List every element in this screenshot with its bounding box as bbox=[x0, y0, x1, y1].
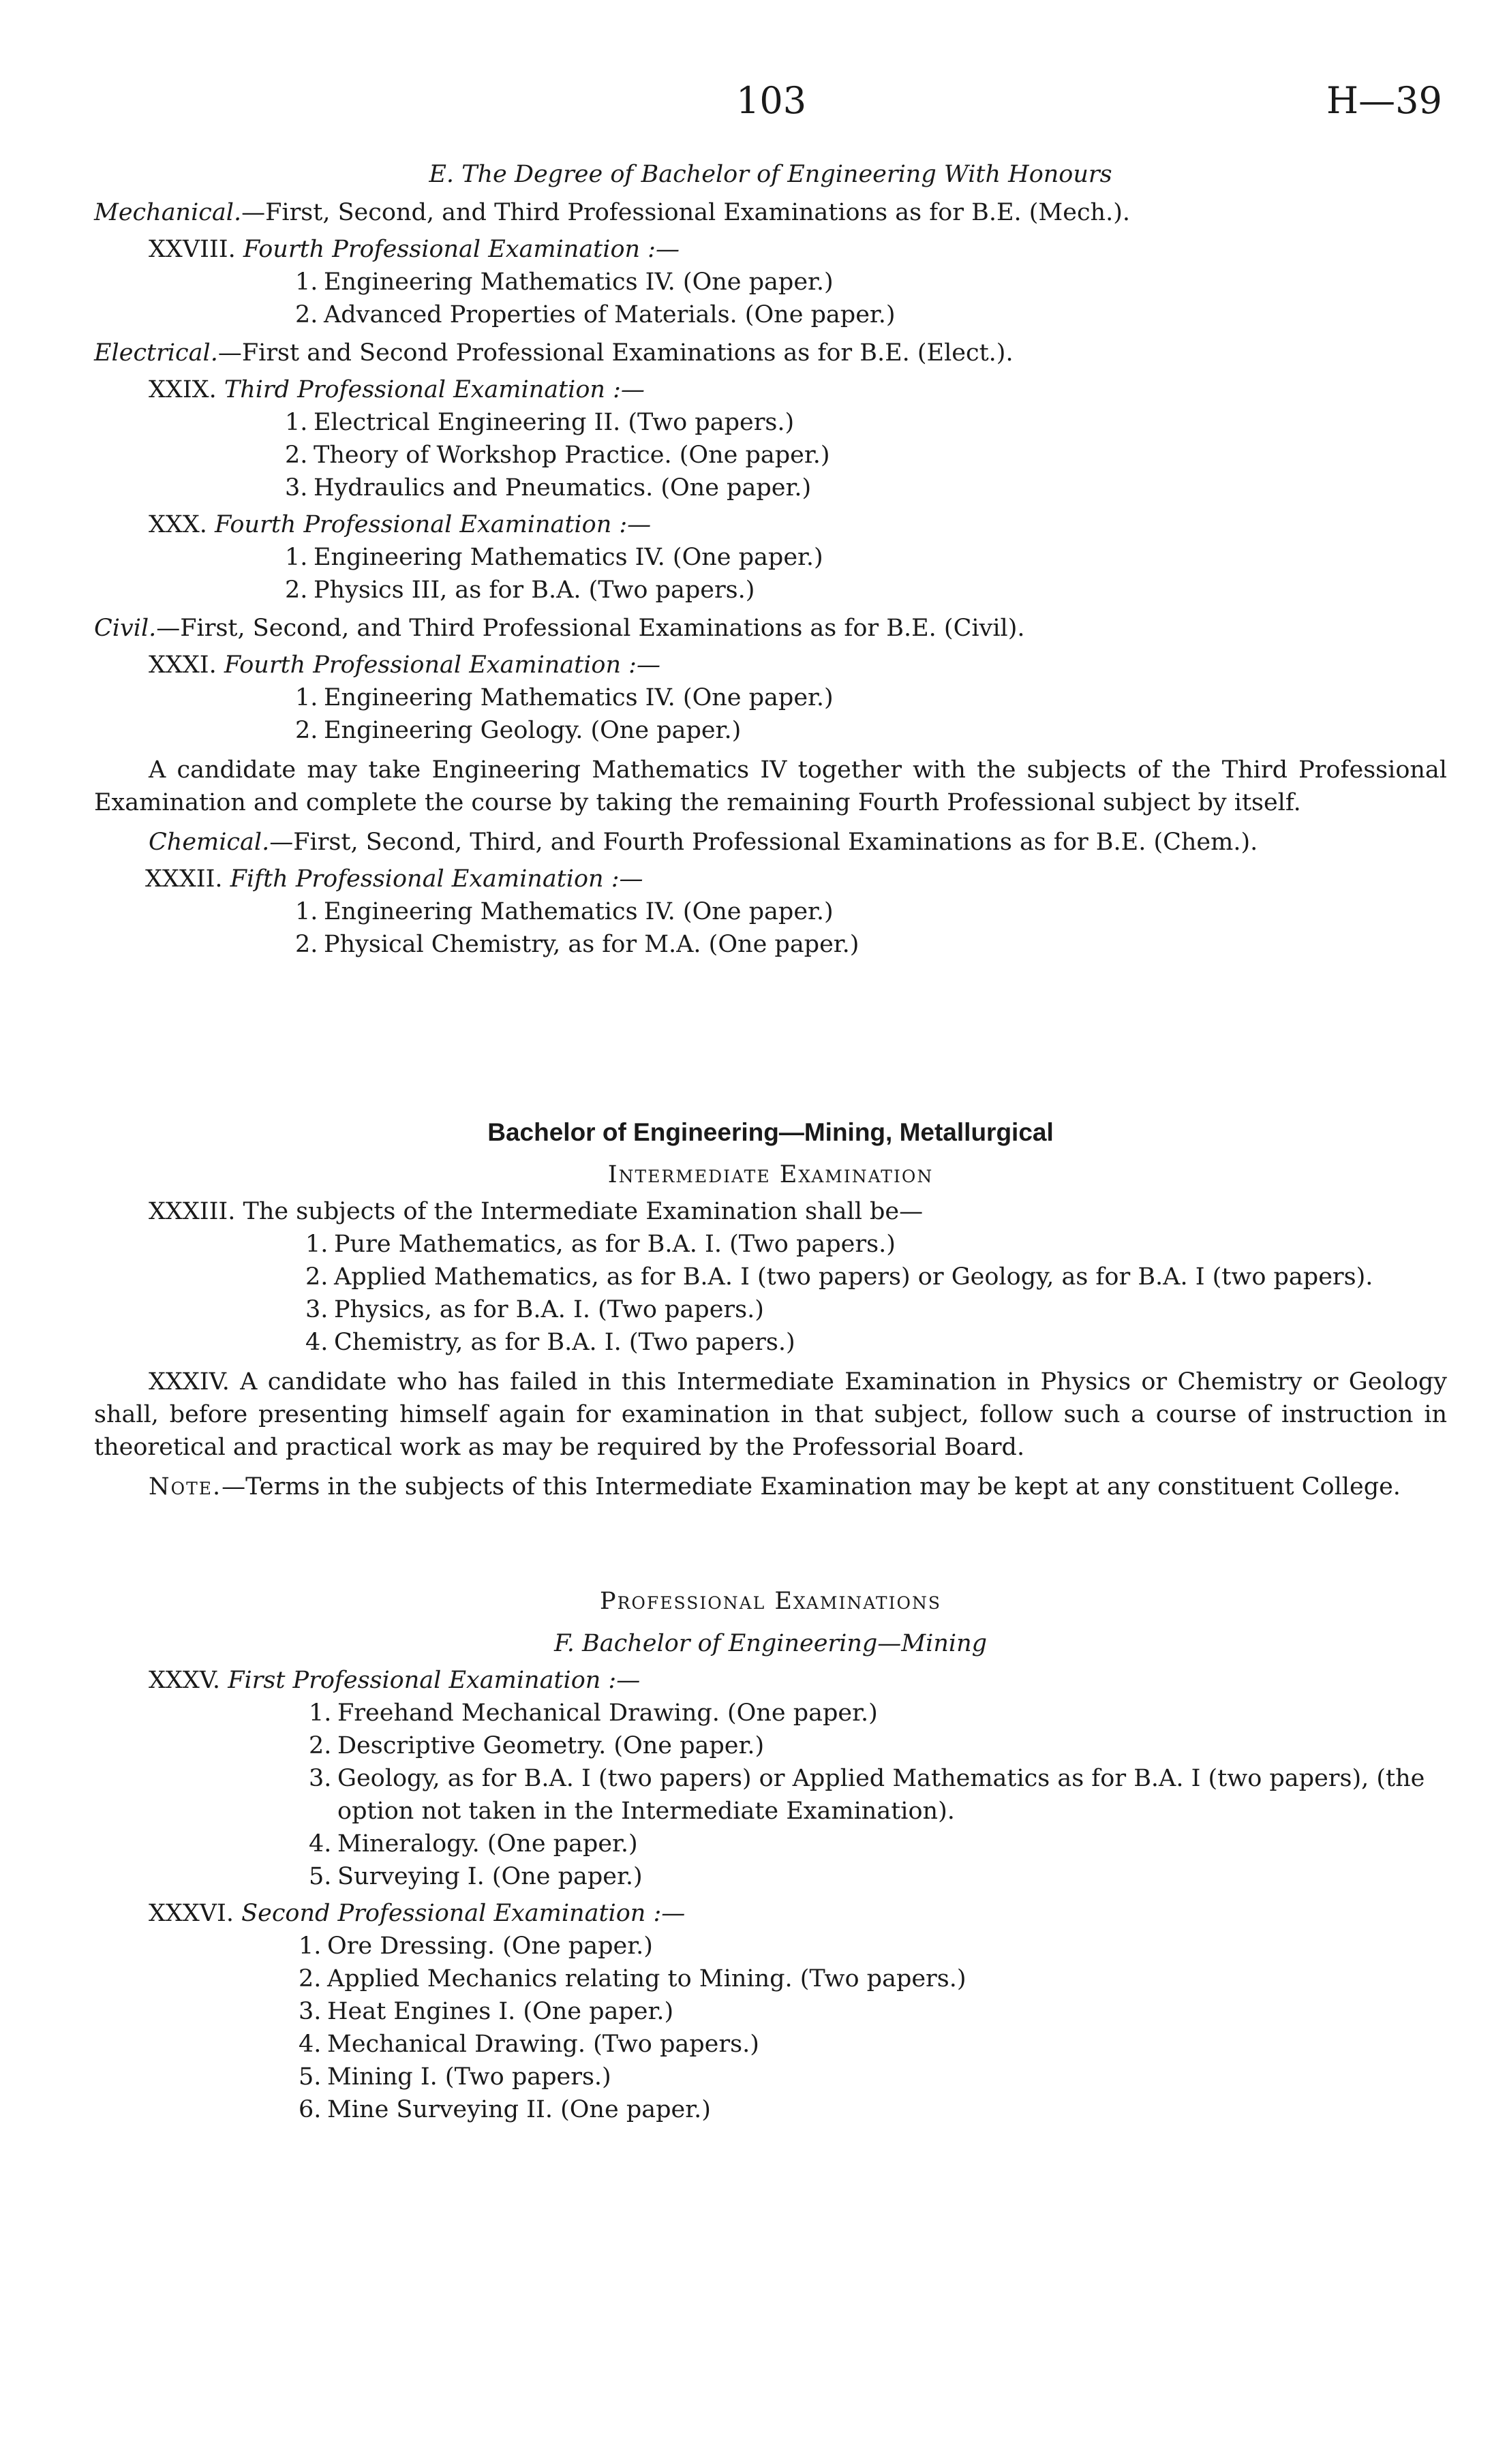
subject-number: 3. bbox=[305, 1296, 329, 1323]
subject-text: Physics III, as for B.A. (Two papers.) bbox=[314, 576, 755, 604]
chemical-text: —First, Second, Third, and Fourth Professional Examinations as for B.E. (Chem.). bbox=[269, 829, 1258, 856]
subject-text: Engineering Geology. (One paper.) bbox=[324, 717, 742, 744]
subject-item bbox=[295, 928, 1447, 961]
subject-text: Applied Mathematics, as for B.A. I (two papers) or Geology, as for B.A. I (two papers). bbox=[334, 1263, 1373, 1291]
subject-text: Mining I. (Two papers.) bbox=[327, 2063, 611, 2091]
subject-number: 2. bbox=[309, 1732, 332, 1759]
f-heading: F. Bachelor of Engineering—Mining bbox=[553, 1630, 988, 1657]
subject-number: 2. bbox=[299, 1965, 322, 1992]
subject-item bbox=[305, 1228, 1447, 1261]
subject-text: Descriptive Geometry. (One paper.) bbox=[337, 1732, 765, 1759]
subject-item bbox=[295, 298, 1447, 331]
subject-text: Ore Dressing. (One paper.) bbox=[327, 1932, 653, 1960]
subject-text: Mineralogy. (One paper.) bbox=[337, 1830, 638, 1858]
subject-item bbox=[285, 472, 1447, 504]
subject-item bbox=[299, 2061, 1447, 2093]
note-paragraph bbox=[94, 1470, 1447, 1503]
subject-number: 3. bbox=[285, 474, 308, 502]
subject-item bbox=[285, 406, 1447, 439]
chemical-line bbox=[94, 826, 1447, 859]
mechanical-line bbox=[94, 196, 1447, 229]
civil-label: Civil. bbox=[94, 615, 157, 642]
mechanical-text: —First, Second, and Third Professional Examinations as for B.E. (Mech.). bbox=[241, 199, 1130, 226]
subject-text: Surveying I. (One paper.) bbox=[337, 1863, 643, 1890]
subject-item bbox=[299, 2028, 1447, 2061]
intermediate-heading: Intermediate Examination bbox=[607, 1161, 934, 1188]
subject-number: 2. bbox=[295, 301, 318, 328]
subject-item bbox=[299, 1930, 1447, 1962]
regulation-number: XXXVI. bbox=[149, 1900, 234, 1927]
regulation-36 bbox=[149, 1897, 1447, 1930]
subject-list bbox=[305, 1228, 1447, 1359]
regulation-number: XXVIII. bbox=[149, 236, 236, 263]
subject-number: 2. bbox=[285, 576, 308, 604]
subject-list bbox=[299, 1930, 1447, 2126]
regulation-35 bbox=[149, 1664, 1447, 1697]
mining-heading: Bachelor of Engineering—Mining, Metallurgical bbox=[487, 1118, 1054, 1146]
regulation-31 bbox=[149, 649, 1447, 681]
subject-item bbox=[309, 1860, 1447, 1893]
subject-number: 1. bbox=[285, 544, 308, 571]
electrical-text: —First and Second Professional Examinations as for B.E. (Elect.). bbox=[217, 339, 1014, 367]
subject-item bbox=[295, 681, 1447, 714]
subject-item bbox=[299, 1995, 1447, 2028]
chemical-label: Chemical. bbox=[149, 829, 270, 856]
subject-text: Electrical Engineering II. (Two papers.) bbox=[314, 409, 795, 436]
civil-line bbox=[94, 612, 1447, 645]
regulation-29 bbox=[149, 373, 1447, 406]
civil-note: A candidate may take Engineering Mathematics IV together with the subjects of the Third Professional Examination and complete the course by taking the remaining Fourth Professional subject by itself. bbox=[94, 756, 1447, 816]
regulation-number: XXXV. bbox=[149, 1667, 221, 1694]
subject-number: 4. bbox=[299, 2031, 322, 2058]
subject-text: Theory of Workshop Practice. (One paper.) bbox=[314, 442, 830, 469]
professional-heading: Professional Examinations bbox=[600, 1588, 941, 1615]
subject-number: 6. bbox=[299, 2096, 322, 2123]
subject-number: 1. bbox=[295, 268, 318, 296]
subject-item bbox=[285, 439, 1447, 472]
subject-item bbox=[305, 1293, 1447, 1326]
subject-text: Mechanical Drawing. (Two papers.) bbox=[327, 2031, 759, 2058]
section-e-heading: E. The Degree of Bachelor of Engineering With Honours bbox=[429, 161, 1112, 188]
regulation-title: Fourth Professional Examination :— bbox=[215, 511, 652, 538]
subject-list bbox=[295, 895, 1447, 961]
subject-item bbox=[295, 266, 1447, 298]
subject-list bbox=[309, 1697, 1447, 1893]
subject-text: Chemistry, as for B.A. I. (Two papers.) bbox=[334, 1329, 795, 1356]
subject-text: Freehand Mechanical Drawing. (One paper.) bbox=[337, 1699, 878, 1727]
subject-item bbox=[295, 895, 1447, 928]
note-label: Note. bbox=[149, 1473, 222, 1500]
subject-text: Pure Mathematics, as for B.A. I. (Two papers.) bbox=[334, 1231, 896, 1258]
subject-text: Heat Engines I. (One paper.) bbox=[327, 1998, 674, 2025]
subject-list bbox=[285, 406, 1447, 504]
subject-text: Engineering Mathematics IV. (One paper.) bbox=[324, 268, 834, 296]
section-mining bbox=[94, 1116, 1447, 2126]
subject-item bbox=[305, 1261, 1447, 1293]
subject-list bbox=[295, 266, 1447, 331]
regulation-34: XXXIV. A candidate who has failed in this Intermediate Examination in Physics or Chemistry or Geology shall, before presenting himself again for examination in that subject, follow such a course of instruction in theoretical and practical work as may be required by the Professorial Board. bbox=[94, 1368, 1447, 1461]
regulation-number: XXXI. bbox=[149, 651, 217, 679]
subject-text: Engineering Mathematics IV. (One paper.) bbox=[324, 898, 834, 925]
subject-text: Applied Mechanics relating to Mining. (Two papers.) bbox=[327, 1965, 966, 1992]
regulation-title: Second Professional Examination :— bbox=[241, 1900, 686, 1927]
subject-item bbox=[295, 714, 1447, 747]
subject-text: Engineering Mathematics IV. (One paper.) bbox=[314, 544, 823, 571]
subject-number: 1. bbox=[309, 1699, 332, 1727]
subject-item bbox=[285, 541, 1447, 574]
electrical-label: Electrical. bbox=[94, 339, 218, 367]
subject-text: Physics, as for B.A. I. (Two papers.) bbox=[334, 1296, 764, 1323]
electrical-line bbox=[94, 337, 1447, 369]
subject-text: Hydraulics and Pneumatics. (One paper.) bbox=[314, 474, 812, 502]
subject-item bbox=[309, 1697, 1447, 1729]
mechanical-label: Mechanical. bbox=[94, 199, 242, 226]
subject-text: Geology, as for B.A. I (two papers) or Applied Mathematics as for B.A. I (two papers), (the option not taken in the Intermediate Examination). bbox=[337, 1765, 1425, 1825]
subject-item bbox=[309, 1729, 1447, 1762]
subject-text: Advanced Properties of Materials. (One paper.) bbox=[324, 301, 896, 328]
regulation-32 bbox=[145, 863, 1447, 895]
subject-list bbox=[295, 681, 1447, 747]
regulation-30 bbox=[149, 508, 1447, 541]
note-text: —Terms in the subjects of this Intermediate Examination may be kept at any constituent College. bbox=[222, 1473, 1401, 1500]
subject-number: 1. bbox=[285, 409, 308, 436]
regulation-title: Fourth Professional Examination :— bbox=[243, 236, 680, 263]
subject-item bbox=[299, 2093, 1447, 2126]
subject-item bbox=[309, 1828, 1447, 1860]
subject-item bbox=[309, 1762, 1447, 1828]
regulation-number: XXX. bbox=[149, 511, 207, 538]
subject-item bbox=[305, 1326, 1447, 1359]
regulation-28 bbox=[149, 233, 1447, 266]
subject-text: Engineering Mathematics IV. (One paper.) bbox=[324, 684, 834, 711]
subject-number: 3. bbox=[309, 1765, 332, 1792]
section-honours bbox=[94, 158, 1447, 961]
regulation-number: XXXIII. bbox=[149, 1198, 236, 1225]
subject-number: 1. bbox=[299, 1932, 322, 1960]
subject-number: 1. bbox=[305, 1231, 329, 1258]
subject-number: 4. bbox=[309, 1830, 332, 1858]
subject-number: 1. bbox=[295, 684, 318, 711]
subject-number: 5. bbox=[299, 2063, 322, 2091]
regulation-title: First Professional Examination :— bbox=[228, 1667, 641, 1694]
regulation-number: XXIX. bbox=[149, 376, 217, 403]
regulation-text: The subjects of the Intermediate Examination shall be— bbox=[243, 1198, 924, 1225]
subject-list bbox=[285, 541, 1447, 606]
regulation-title: Fifth Professional Examination :— bbox=[230, 865, 643, 893]
subject-number: 2. bbox=[295, 717, 318, 744]
subject-number: 2. bbox=[305, 1263, 329, 1291]
regulation-number: XXXII. bbox=[145, 865, 223, 893]
subject-number: 3. bbox=[299, 1998, 322, 2025]
subject-text: Physical Chemistry, as for M.A. (One paper.) bbox=[324, 931, 859, 958]
subject-number: 5. bbox=[309, 1863, 332, 1890]
document-reference: H—39 bbox=[1326, 79, 1442, 122]
subject-item bbox=[285, 574, 1447, 606]
page-number: 103 bbox=[736, 79, 807, 122]
subject-number: 2. bbox=[285, 442, 308, 469]
subject-text: Mine Surveying II. (One paper.) bbox=[327, 2096, 711, 2123]
regulation-title: Fourth Professional Examination :— bbox=[224, 651, 660, 679]
subject-number: 2. bbox=[295, 931, 318, 958]
regulation-33 bbox=[149, 1195, 1447, 1228]
civil-text: —First, Second, and Third Professional Examinations as for B.E. (Civil). bbox=[156, 615, 1025, 642]
subject-item bbox=[299, 1962, 1447, 1995]
subject-number: 4. bbox=[305, 1329, 329, 1356]
subject-number: 1. bbox=[295, 898, 318, 925]
regulation-title: Third Professional Examination :— bbox=[224, 376, 645, 403]
